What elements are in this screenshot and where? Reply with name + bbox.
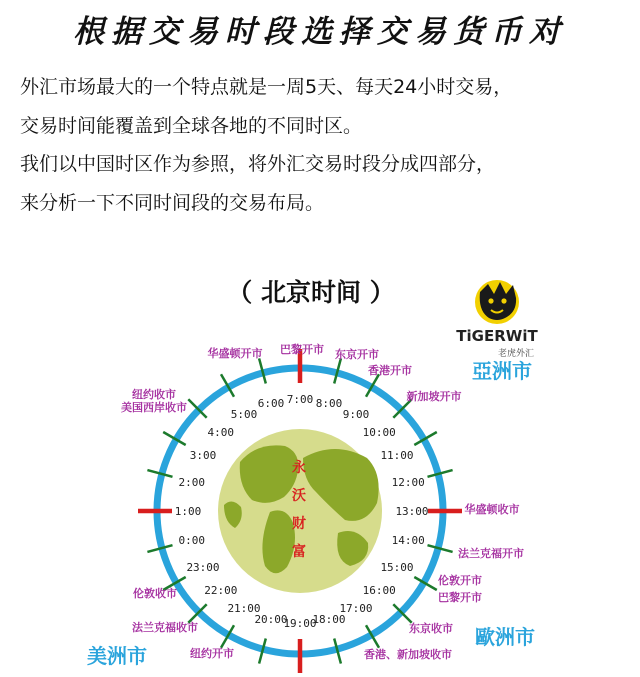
hour-label: 3:00 [189,449,217,462]
hour-label: 5:00 [230,408,258,421]
market-label: 巴黎开市 [280,343,324,356]
hour-label: 2:00 [178,476,206,489]
region-label-europe: 歐洲市 [475,625,535,649]
logo-subtitle: 老虎外汇 [497,349,535,359]
hour-label: 8:00 [315,396,343,410]
region-label-asia: 亞洲市 [472,359,532,383]
hour-label: 4:00 [207,425,235,439]
hour-label: 23:00 [186,561,220,574]
market-label: 东京开市 [335,348,379,361]
hour-label: 7:00 [286,393,314,406]
hour-label: 21:00 [227,602,261,615]
market-label: 伦敦收市 [133,587,177,600]
intro-line: 我们以中国时区作为参照，将外汇交易时段分成四部分， [20,153,496,175]
market-label: 美国西岸收市 [121,401,187,414]
market-label: 华盛顿开市 [207,347,263,360]
market-label: 华盛顿收市 [464,503,520,516]
hour-label: 17:00 [339,602,373,615]
globe-text-char: 永 [292,460,306,476]
hour-label: 9:00 [342,408,370,421]
market-label: 东京收市 [409,622,453,635]
hour-label: 18:00 [312,613,346,627]
market-label: 香港开市 [368,364,412,377]
hour-label: 12:00 [391,476,425,489]
tiger-head-icon [475,280,519,324]
globe-text-char: 沃 [292,488,306,504]
hour-label: 13:00 [395,505,429,518]
hour-label: 22:00 [204,584,238,598]
hour-label: 15:00 [380,561,414,574]
intro-line: 交易时间能覆盖到全球各地的不同时区。 [20,114,363,137]
hour-label: 19:00 [283,617,317,630]
hour-label: 16:00 [362,584,396,598]
market-label: 香港、新加坡收市 [364,648,452,661]
market-label: 纽约收市 [132,388,176,401]
hour-label: 20:00 [254,613,288,627]
hour-label: 0:00 [178,534,206,547]
hour-label: 14:00 [391,534,425,547]
tigerwit-logo [456,280,538,359]
region-label-america: 美洲市 [87,644,147,668]
intro-line: 外汇市场最大的一个特点就是一周5天、每天24小时交易， [20,76,513,98]
intro-line: 来分析一下不同时间段的交易布局。 [20,191,325,214]
market-label: 伦敦开市 [438,574,482,587]
hour-label: 6:00 [257,396,285,410]
market-label: 新加坡开市 [406,390,462,403]
page-title: 根据交易时段选择交易货币对 [73,14,567,50]
hour-label: 1:00 [174,505,202,518]
hour-label: 11:00 [380,449,414,462]
diagram-heading: （ 北京时间 ） [227,278,395,307]
hour-label: 10:00 [362,425,396,439]
market-label: 巴黎开市 [438,591,482,604]
globe-text-char: 财 [292,516,306,532]
market-label: 纽约开市 [190,647,234,660]
logo-name: TiGERWiT [456,327,538,345]
globe-text-char: 富 [292,544,306,560]
market-label: 法兰克福收市 [132,621,198,634]
market-label: 法兰克福开市 [458,547,524,560]
